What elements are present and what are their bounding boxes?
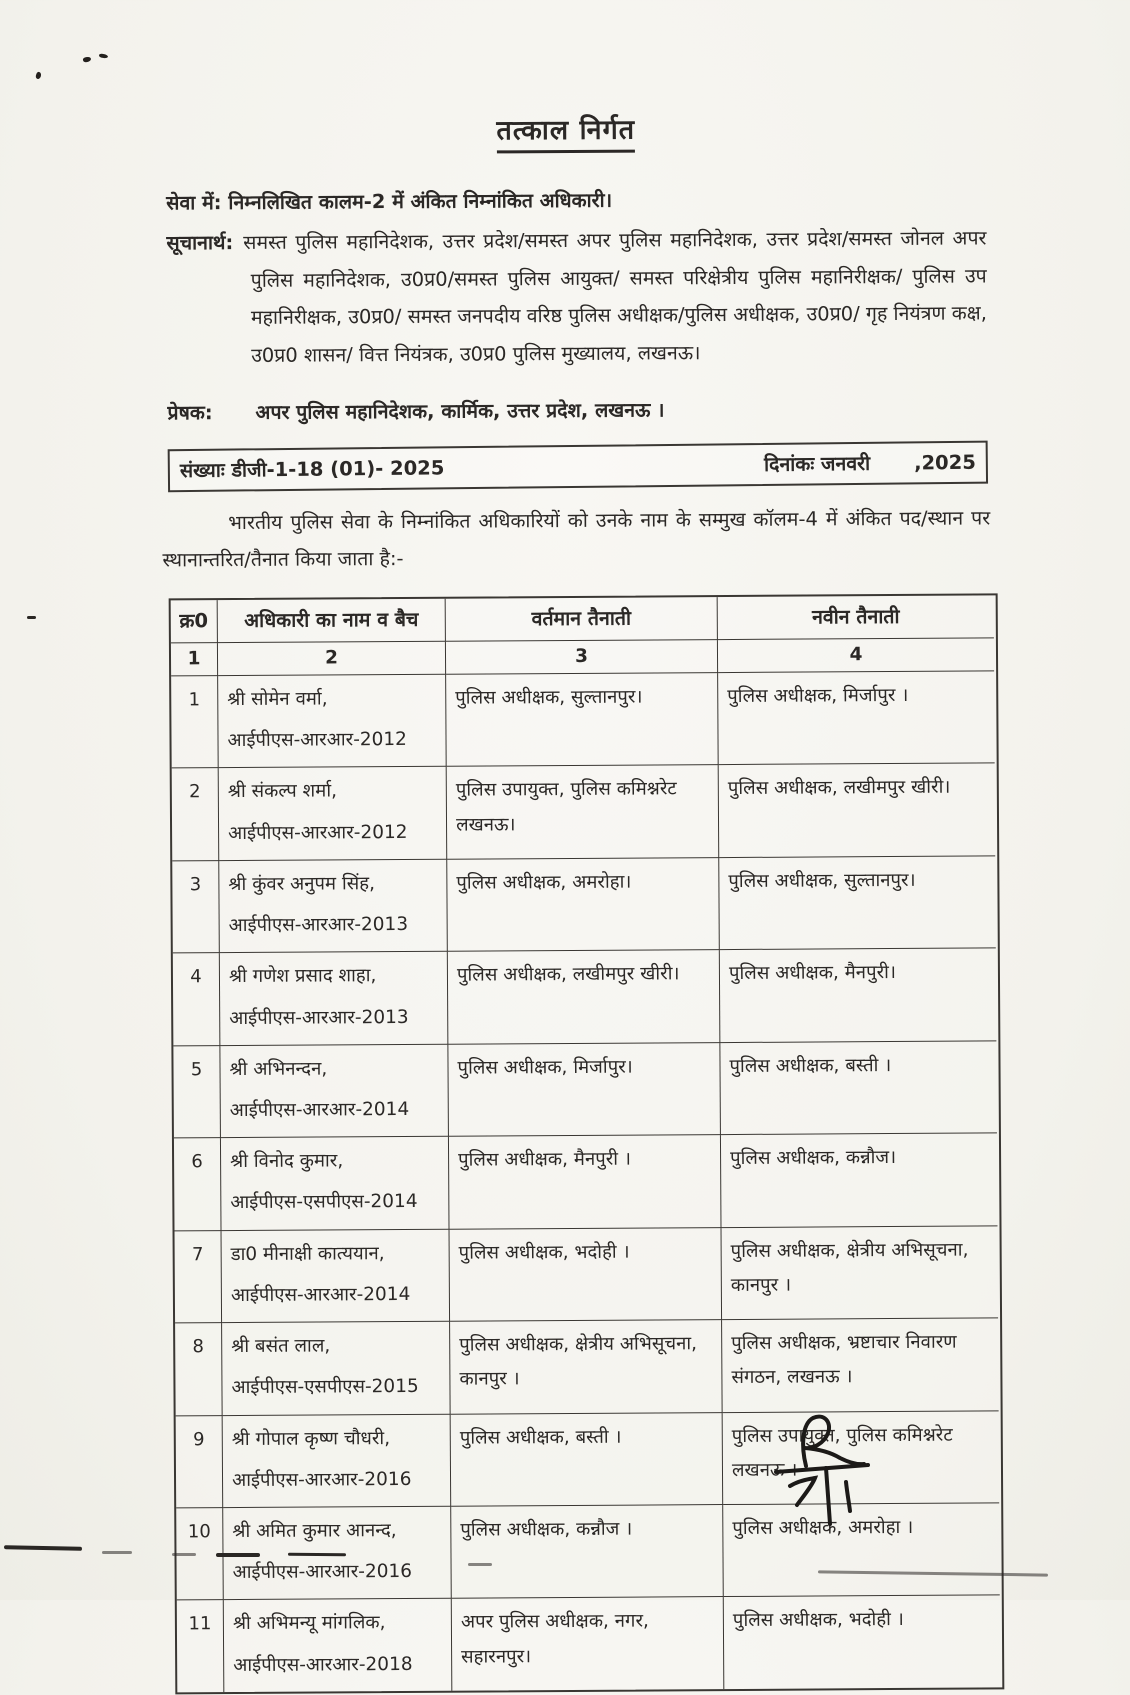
cell-serial: 8 bbox=[175, 1323, 223, 1416]
cell-name-batch bbox=[223, 1414, 452, 1508]
reference-date-year: ,2025 bbox=[914, 450, 976, 475]
info-paragraph bbox=[166, 220, 987, 375]
table-row bbox=[174, 1134, 1000, 1231]
officer-name: श्री गणेश प्रसाद शाहा, bbox=[228, 965, 377, 988]
officer-name: श्री अभिनन्दन, bbox=[229, 1058, 328, 1080]
officer-name: श्री कुंवर अनुपम सिंह, bbox=[228, 873, 376, 895]
column-number: 2 bbox=[218, 642, 446, 676]
officer-name: श्री अभिमन्यू मांगलिक, bbox=[232, 1612, 386, 1635]
cell-name-batch bbox=[222, 1229, 451, 1323]
table-row bbox=[175, 1226, 1001, 1323]
officer-batch: आईपीएस-आरआर-2016 bbox=[232, 1561, 413, 1584]
cell-new-posting: पुलिस अधीक्षक, भ्रष्टाचार निवारण संगठन, लखनऊ । bbox=[722, 1318, 999, 1412]
cell-new-posting: पुलिस अधीक्षक, मिर्जापुर । bbox=[718, 671, 995, 765]
officer-batch: आईपीएस-आरआर-2014 bbox=[229, 1098, 410, 1122]
cell-new-posting: पुलिस अधीक्षक, लखीमपुर खीरी। bbox=[719, 764, 996, 858]
header-current-posting: वर्तमान तैनाती bbox=[446, 597, 718, 642]
cell-new-posting: पुलिस उपायुक्त, पुलिस कमिश्नरेट लखनऊ । bbox=[723, 1411, 1000, 1505]
cell-new-posting: पुलिस अधीक्षक, भदोही । bbox=[732, 1609, 904, 1632]
column-number: 4 bbox=[718, 639, 994, 673]
officer-batch: आईपीएस-आरआर-2014 bbox=[230, 1283, 411, 1306]
sender-line bbox=[167, 393, 987, 425]
cell-name-batch bbox=[224, 1599, 453, 1692]
cell-current-posting: अपर पुलिस अधीक्षक, नगर, सहारनपुर। bbox=[452, 1597, 725, 1690]
scan-artifact-line bbox=[172, 1553, 196, 1556]
sender-text: अपर पुलिस महानिदेशक, कार्मिक, उत्तर प्रदेश, लखनऊ । bbox=[255, 398, 665, 424]
cell-new-posting: पुलिस अधीक्षक, सुल्तानपुर। bbox=[719, 856, 996, 950]
cell-current-posting: पुलिस अधीक्षक, मिर्जापुर। bbox=[448, 1043, 721, 1137]
officer-batch: आईपीएस-एसपीएस-2014 bbox=[230, 1191, 418, 1214]
cell-current-posting: पुलिस अधीक्षक, क्षेत्रीय अभिसूचना, कानपुर । bbox=[450, 1320, 723, 1414]
header-serial: क्र0 bbox=[171, 600, 218, 644]
addressee-line bbox=[166, 182, 986, 218]
table-row bbox=[177, 1596, 1003, 1692]
info-text: समस्त पुलिस महानिदेशक, उत्तर प्रदेश/समस्त अपर पुलिस महानिदेशक, उत्तर प्रदेश/समस्त जोनल अपर पुलिस महानिदेशक, उ0प्र0/समस्त पुलिस आयुक्त/ समस्त परिक्षेत्रीय पुलिस महानिरीक्षक/ पुलिस उप महानिरीक्षक, उ0प्र0/ समस्त जनपदीय वरिष्ठ पुलिस अधीक्षक/पुलिस अधीक्षक, उ0प्र0/ गृह नियंत्रण कक्ष, उ0प्र0 शासन/ वित्त नियंत्रक, उ0प्र0 पुलिस मुख्यालय, लखनऊ। bbox=[243, 226, 987, 367]
cell-current-posting: पुलिस अधीक्षक, लखीमपुर खीरी। bbox=[448, 950, 721, 1044]
scan-artifact-line bbox=[468, 1563, 492, 1566]
cell-serial: 9 bbox=[176, 1416, 224, 1509]
info-label: सूचानार्थ: bbox=[166, 231, 234, 255]
reference-date-label: दिनांकः जनवरी bbox=[763, 451, 871, 476]
column-number: 3 bbox=[446, 640, 718, 674]
cell-name-batch bbox=[220, 952, 449, 1046]
officer-name: श्री संकल्प शर्मा, bbox=[227, 780, 338, 803]
officer-batch: आईपीएस-आरआर-2016 bbox=[231, 1468, 412, 1491]
table-row bbox=[173, 949, 999, 1046]
reference-box bbox=[168, 441, 988, 493]
cell-new-posting: पुलिस अधीक्षक, क्षेत्रीय अभिसूचना, कानपुर । bbox=[722, 1226, 999, 1320]
table-row bbox=[172, 764, 998, 861]
officer-batch: आईपीएस-आरआर-2018 bbox=[233, 1653, 413, 1676]
officer-name: श्री अमित कुमार आनन्द, bbox=[232, 1520, 397, 1543]
cell-serial: 10 bbox=[176, 1508, 224, 1601]
officer-name: श्री बसंत लाल, bbox=[231, 1335, 331, 1358]
signature bbox=[768, 1408, 903, 1552]
cell-name-batch bbox=[218, 675, 447, 769]
table-row bbox=[171, 671, 997, 768]
cell-serial: 4 bbox=[173, 953, 221, 1046]
cell-serial: 3 bbox=[172, 861, 220, 954]
cell-name-batch bbox=[220, 1045, 449, 1139]
cell-current-posting: पुलिस अधीक्षक, मैनपुरी । bbox=[449, 1135, 722, 1229]
cell-new-posting: पुलिस अधीक्षक, कन्नौज। bbox=[721, 1134, 998, 1228]
officer-name: श्री विनोद कुमार, bbox=[230, 1150, 344, 1173]
cell-current-posting: पुलिस अधीक्षक, अमरोहा। bbox=[447, 858, 720, 952]
sender-label: प्रेषक: bbox=[167, 401, 213, 425]
scan-artifact-line bbox=[216, 1553, 260, 1557]
cell-new-posting: पुलिस अधीक्षक, अमरोहा । bbox=[723, 1503, 1000, 1597]
officer-batch: आईपीएस-आरआर-2012 bbox=[228, 821, 408, 844]
order-text: भारतीय पुलिस सेवा के निम्नांकित अधिकारियों को उनके नाम के सम्मुख कॉलम-4 में अंकित पद/स्थान पर स्थानान्तरित/तैनात किया जाता है:- bbox=[162, 506, 991, 572]
cell-current-posting: पुलिस अधीक्षक, कन्नौज । bbox=[451, 1505, 724, 1599]
officer-batch: आईपीएस-आरआर-2013 bbox=[228, 914, 409, 937]
header-name-batch: अधिकारी का नाम व बैच bbox=[218, 599, 446, 644]
column-number-row bbox=[171, 639, 996, 677]
table-row bbox=[172, 856, 998, 953]
cell-current-posting: पुलिस उपायुक्त, पुलिस कमिश्नरेट लखनऊ। bbox=[447, 766, 720, 860]
table-header-row bbox=[171, 595, 996, 643]
officer-batch: आईपीएस-एसपीएस-2015 bbox=[231, 1376, 419, 1399]
officer-name: डा0 मीनाक्षी कात्ययान, bbox=[230, 1242, 385, 1265]
table-row bbox=[175, 1318, 1001, 1415]
cell-current-posting: पुलिस अधीक्षक, बस्ती । bbox=[451, 1413, 724, 1507]
addressee-text: निम्नलिखित कालम-2 में अंकित निम्नांकित अधिकारी। bbox=[228, 188, 613, 215]
cell-serial: 5 bbox=[173, 1046, 221, 1139]
cell-name-batch bbox=[219, 767, 448, 861]
addressee-label: सेवा में: bbox=[166, 191, 222, 215]
cell-name-batch bbox=[221, 1137, 450, 1231]
cell-name-batch bbox=[219, 860, 448, 954]
cell-serial: 11 bbox=[177, 1601, 225, 1693]
page-title: तत्काल निर्गत bbox=[496, 110, 635, 154]
officer-name: श्री सोमेन वर्मा, bbox=[227, 688, 328, 711]
reference-date bbox=[764, 448, 976, 477]
cell-serial: 1 bbox=[171, 676, 219, 769]
cell-serial: 6 bbox=[174, 1138, 222, 1231]
cell-serial: 7 bbox=[175, 1231, 223, 1324]
scan-artifact-line bbox=[288, 1553, 346, 1557]
cell-current-posting: पुलिस अधीक्षक, सुल्तानपुर। bbox=[446, 673, 719, 767]
column-number: 1 bbox=[171, 643, 218, 676]
cell-new-posting: पुलिस अधीक्षक, मैनपुरी। bbox=[720, 949, 997, 1043]
officer-name: श्री गोपाल कृष्ण चौधरी, bbox=[231, 1427, 391, 1450]
header-new-posting: नवीन तैनाती bbox=[718, 595, 994, 640]
cell-new-posting: पुलिस अधीक्षक, बस्ती । bbox=[720, 1041, 997, 1135]
cell-serial: 2 bbox=[172, 769, 220, 862]
officer-batch: आईपीएस-आरआर-2012 bbox=[227, 729, 407, 752]
cell-current-posting: पुलिस अधीक्षक, भदोही । bbox=[450, 1228, 723, 1322]
officer-batch: आईपीएस-आरआर-2013 bbox=[229, 1006, 409, 1029]
reference-number: संख्याः डीजी-1-18 (01)- 2025 bbox=[179, 456, 445, 483]
table-row bbox=[173, 1041, 999, 1138]
scan-artifact-line bbox=[102, 1551, 132, 1554]
cell-name-batch bbox=[222, 1322, 451, 1416]
